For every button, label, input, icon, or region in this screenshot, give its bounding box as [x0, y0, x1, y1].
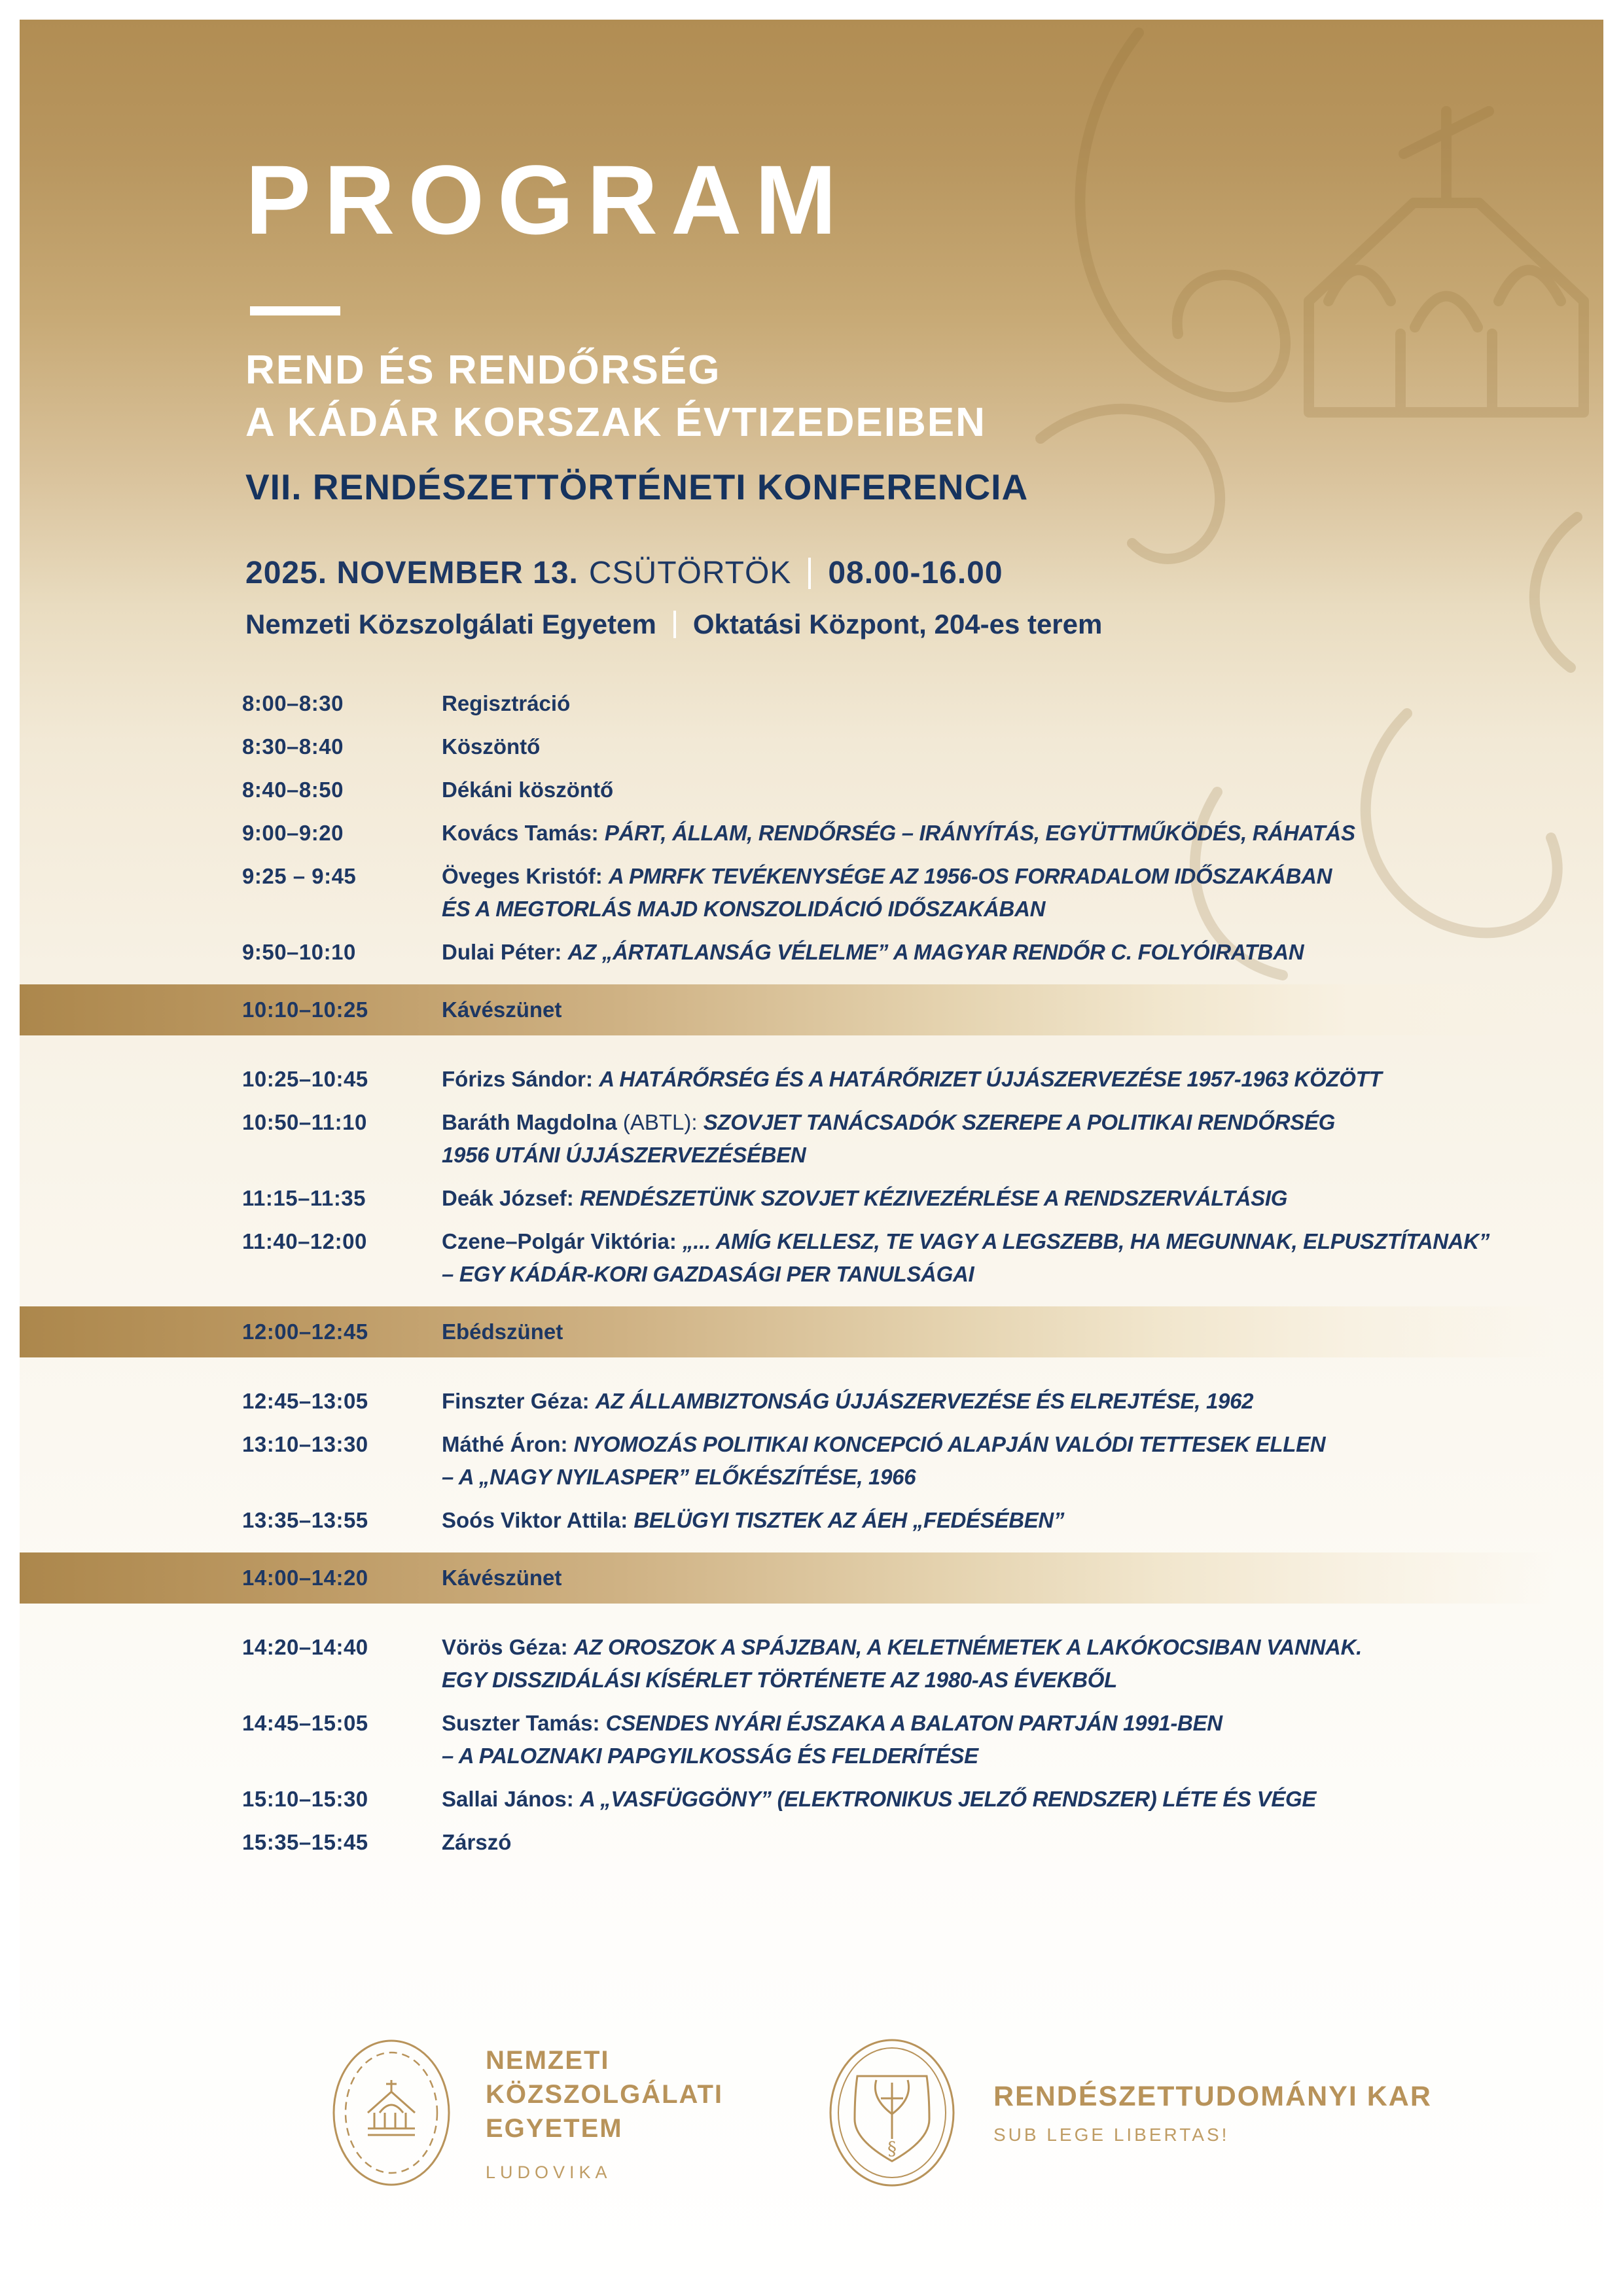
time-slot: 12:00–12:45 [242, 1319, 368, 1344]
session-content [442, 1063, 1603, 1096]
conference-date: 2025. NOVEMBER 13. [245, 556, 579, 590]
speaker-affiliation-note: (ABTL): [622, 1110, 704, 1134]
schedule-break-row [20, 1306, 1603, 1357]
university-logo-group [327, 2036, 723, 2190]
session-content [442, 1428, 1603, 1494]
break-label: Kávészünet [442, 1566, 562, 1590]
page-title: PROGRAM [245, 145, 850, 255]
session-content [442, 1826, 1603, 1859]
talk-title: CSENDES NYÁRI ÉJSZAKA A BALATON PARTJÁN 1991-BEN [605, 1711, 1222, 1735]
svg-text:§: § [887, 2138, 897, 2159]
schedule-row [20, 1783, 1603, 1816]
talk-title-continued: EGY DISSZIDÁLÁSI KÍSÉRLET TÖRTÉNETE AZ 1980-AS ÉVEKBŐL [442, 1668, 1118, 1692]
time-slot: 11:15–11:35 [242, 1186, 366, 1210]
conference-hours: 08.00-16.00 [828, 556, 1003, 590]
talk-title-continued: ÉS A MEGTORLÁS MAJD KONSZOLIDÁCIÓ IDŐSZAKÁBAN [442, 897, 1046, 921]
university-ludovika-logo-icon [327, 2036, 455, 2190]
venue-line [245, 609, 1102, 640]
university-sub-label: LUDOVIKA [486, 2162, 612, 2182]
time-slot: 10:25–10:45 [242, 1067, 368, 1091]
schedule-row [20, 1385, 1603, 1418]
conference-series-title: VII. RENDÉSZETTÖRTÉNETI KONFERENCIA [245, 467, 1029, 507]
break-label: Kávészünet [442, 997, 562, 1022]
talk-title-continued: – EGY KÁDÁR-KORI GAZDASÁGI PER TANULSÁGAI [442, 1262, 974, 1286]
divider-bar [808, 558, 811, 589]
schedule-row [20, 1063, 1603, 1096]
time-slot: 15:10–15:30 [242, 1787, 368, 1811]
speaker-name: Sallai János: [442, 1787, 580, 1811]
university-name-line: EGYETEM [486, 2113, 623, 2143]
time-slot: 8:40–8:50 [242, 778, 344, 802]
time-slot: 10:10–10:25 [242, 997, 368, 1022]
talk-title: BELÜGYI TISZTEK AZ ÁEH „FEDÉSÉBEN” [633, 1508, 1065, 1532]
session-content [442, 687, 1603, 720]
session-content [442, 1182, 1603, 1215]
talk-title: „... AMÍG KELLESZ, TE VAGY A LEGSZEBB, HA MEGUNNAK, ELPUSZTÍTANAK” [683, 1229, 1490, 1253]
session-content [442, 1385, 1603, 1418]
session-label: Köszöntő [442, 734, 541, 759]
schedule-row [20, 730, 1603, 763]
schedule-row [20, 1826, 1603, 1859]
session-content [442, 1631, 1603, 1696]
speaker-name: Czene–Polgár Viktória: [442, 1229, 683, 1253]
talk-title: RENDÉSZETÜNK SZOVJET KÉZIVEZÉRLÉSE A RENDSZERVÁLTÁSIG [579, 1186, 1288, 1210]
schedule-row [20, 687, 1603, 720]
talk-title: A „VASFÜGGÖNY” (ELEKTRONIKUS JELZŐ RENDSZER) LÉTE ÉS VÉGE [579, 1787, 1317, 1811]
time-slot: 14:20–14:40 [242, 1635, 368, 1659]
session-content [442, 936, 1603, 969]
schedule-row [20, 1504, 1603, 1537]
schedule-row [20, 1106, 1603, 1172]
conference-weekday: CSÜTÖRTÖK [588, 556, 792, 590]
break-label: Ebédszünet [442, 1319, 563, 1344]
schedule-row [20, 1631, 1603, 1696]
schedule-row [20, 1428, 1603, 1494]
time-slot: 14:00–14:20 [242, 1566, 368, 1590]
schedule-break-row [20, 984, 1603, 1035]
date-line [245, 555, 1003, 591]
talk-title: A PMRFK TEVÉKENYSÉGE AZ 1956-OS FORRADALOM IDŐSZAKÁBAN [608, 864, 1332, 888]
schedule-row [20, 1225, 1603, 1291]
venue-name: Nemzeti Közszolgálati Egyetem [245, 609, 656, 639]
speaker-name: Deák József: [442, 1186, 580, 1210]
schedule-row [20, 817, 1603, 850]
talk-title-continued: 1956 UTÁNI ÚJJÁSZERVEZÉSÉBEN [442, 1143, 806, 1167]
session-content [442, 1783, 1603, 1816]
university-name-line: KÖZSZOLGÁLATI [486, 2079, 723, 2109]
time-slot: 10:50–11:10 [242, 1110, 367, 1134]
session-content [442, 730, 1603, 763]
time-slot: 11:40–12:00 [242, 1229, 367, 1253]
speaker-name: Suszter Tamás: [442, 1711, 606, 1735]
time-slot: 13:35–13:55 [242, 1508, 368, 1532]
time-slot: 9:25 – 9:45 [242, 864, 357, 888]
talk-title: AZ OROSZOK A SPÁJZBAN, A KELETNÉMETEK A LAKÓKOCSIBAN VANNAK. [573, 1635, 1362, 1659]
session-content [442, 817, 1603, 850]
time-slot: 9:00–9:20 [242, 821, 344, 845]
session-content [442, 774, 1603, 806]
time-slot: 12:45–13:05 [242, 1389, 368, 1413]
schedule-list [20, 687, 1603, 1869]
speaker-name: Öveges Kristóf: [442, 864, 609, 888]
session-content [442, 1504, 1603, 1537]
talk-title: AZ ÁLLAMBIZTONSÁG ÚJJÁSZERVEZÉSE ÉS ELREJTÉSE, 1962 [595, 1389, 1254, 1413]
session-label: Zárszó [442, 1830, 512, 1854]
faculty-logo-group [825, 2036, 1432, 2190]
session-label: Regisztráció [442, 691, 571, 715]
speaker-name: Dulai Péter: [442, 940, 568, 964]
schedule-row [20, 1707, 1603, 1772]
faculty-motto: SUB LEGE LIBERTAS! [993, 2124, 1230, 2145]
session-content [442, 1106, 1603, 1172]
session-content [442, 1225, 1603, 1291]
footer [20, 2022, 1603, 2238]
talk-title: NYOMOZÁS POLITIKAI KONCEPCIÓ ALAPJÁN VALÓDI TETTESEK ELLEN [573, 1432, 1326, 1456]
poster-inner-panel [20, 20, 1603, 2276]
divider-bar [673, 611, 676, 638]
schedule-row [20, 1182, 1603, 1215]
time-slot: 9:50–10:10 [242, 940, 356, 964]
schedule-row [20, 860, 1603, 925]
speaker-name: Vörös Géza: [442, 1635, 574, 1659]
conference-theme-line1: REND ÉS RENDŐRSÉG [245, 348, 721, 393]
university-name-line: NEMZETI [486, 2045, 610, 2075]
title-underline [250, 306, 340, 315]
speaker-name: Máthé Áron: [442, 1432, 574, 1456]
session-content [442, 860, 1603, 925]
university-name-block [486, 2043, 723, 2183]
schedule-row [20, 774, 1603, 806]
venue-room: Oktatási Központ, 204-es terem [692, 609, 1103, 639]
schedule-row [20, 936, 1603, 969]
speaker-name: Finszter Géza: [442, 1389, 596, 1413]
speaker-name: Kovács Tamás: [442, 821, 605, 845]
speaker-name: Fórizs Sándor: [442, 1067, 599, 1091]
conference-theme-line2: A KÁDÁR KORSZAK ÉVTIZEDEIBEN [245, 400, 986, 445]
speaker-name: Baráth Magdolna [442, 1110, 623, 1134]
talk-title: PÁRT, ÁLLAM, RENDŐRSÉG – IRÁNYÍTÁS, EGYÜTTMŰKÖDÉS, RÁHATÁS [604, 821, 1355, 845]
talk-title: A HATÁRŐRSÉG ÉS A HATÁRŐRIZET ÚJJÁSZERVEZÉSE 1957-1963 KÖZÖTT [599, 1067, 1382, 1091]
faculty-name: RENDÉSZETTUDOMÁNYI KAR [993, 2080, 1432, 2112]
faculty-shield-logo-icon [825, 2036, 959, 2190]
time-slot: 15:35–15:45 [242, 1830, 368, 1854]
time-slot: 13:10–13:30 [242, 1432, 368, 1456]
schedule-break-row [20, 1552, 1603, 1604]
speaker-name: Soós Viktor Attila: [442, 1508, 634, 1532]
talk-title: SZOVJET TANÁCSADÓK SZEREPE A POLITIKAI RENDŐRSÉG [703, 1110, 1336, 1134]
talk-title-continued: – A PALOZNAKI PAPGYILKOSSÁG ÉS FELDERÍTÉSE [442, 1744, 978, 1768]
session-label: Dékáni köszöntő [442, 778, 614, 802]
time-slot: 14:45–15:05 [242, 1711, 368, 1735]
time-slot: 8:00–8:30 [242, 691, 344, 715]
time-slot: 8:30–8:40 [242, 734, 344, 759]
faculty-name-block [993, 2081, 1432, 2145]
session-content [442, 1707, 1603, 1772]
talk-title: AZ „ÁRTATLANSÁG VÉLELME” A MAGYAR RENDŐR C. FOLYÓIRATBAN [567, 940, 1304, 964]
talk-title-continued: – A „NAGY NYILASPER” ELŐKÉSZÍTÉSE, 1966 [442, 1465, 916, 1489]
